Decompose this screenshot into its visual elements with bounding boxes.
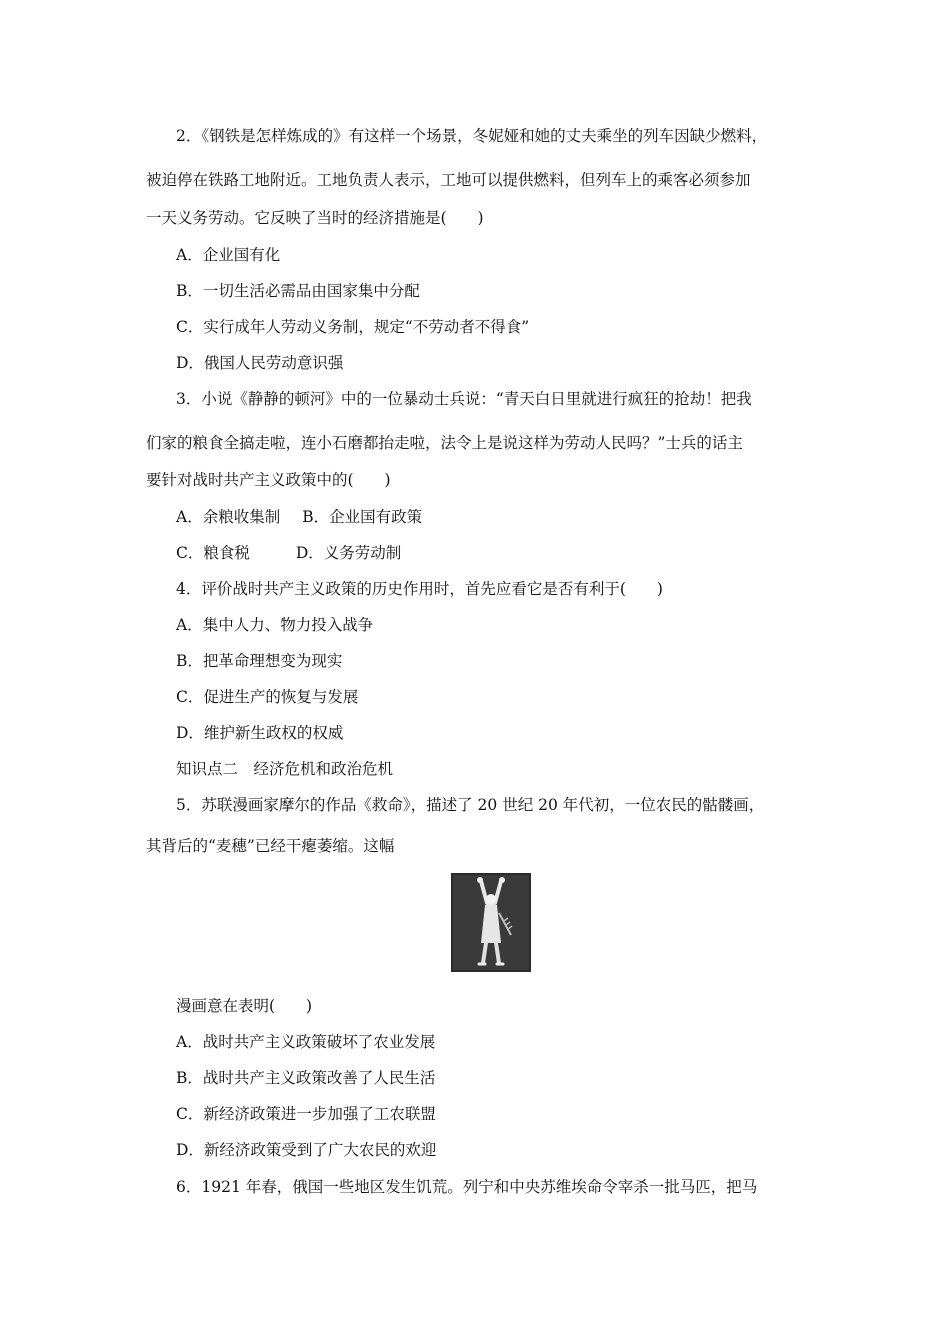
q2-option-a: A．企业国有化 [176, 246, 281, 264]
q3-stem-line-2: 们家的粮食全搞走啦，连小石磨都抬走啦，法令上是说这样为劳动人民吗？”士兵的话主 [146, 434, 743, 452]
q4-stem-line-1: 4．评价战时共产主义政策的历史作用时，首先应看它是否有利于( ) [176, 580, 663, 598]
skeleton-figure-drawing [451, 873, 531, 972]
q5-option-b: B．战时共产主义政策改善了人民生活 [176, 1069, 436, 1087]
q6-stem-line-1: 6．1921 年春，俄国一些地区发生饥荒。列宁和中央苏维埃命令宰杀一批马匹，把马 [176, 1178, 758, 1196]
q3-option-c: C．粮食税 [176, 544, 250, 562]
q5-stem-line-2: 其背后的“麦穗”已经干瘪萎缩。这幅 [146, 837, 395, 855]
q3-options-row-2 [176, 543, 401, 563]
q5-option-a: A．战时共产主义政策破坏了农业发展 [176, 1033, 436, 1051]
q3-stem-line-1: 3．小说《静静的顿河》中的一位暴动士兵说：“青天白日里就进行疯狂的抢劫！把我 [176, 390, 752, 408]
q5-option-c: C．新经济政策进一步加强了工农联盟 [176, 1105, 436, 1123]
q2-stem-line-3: 一天义务劳动。它反映了当时的经济措施是( ) [146, 209, 484, 227]
q2-option-b: B．一切生活必需品由国家集中分配 [176, 282, 420, 300]
q2-stem-line-1: 2．《钢铁是怎样炼成的》有这样一个场景，冬妮娅和她的丈夫乘坐的列车因缺少燃料， [176, 127, 768, 145]
q4-option-c: C．促进生产的恢复与发展 [176, 688, 359, 706]
cartoon-illustration [451, 873, 531, 972]
q2-stem-line-2: 被迫停在铁路工地附近。工地负责人表示，工地可以提供燃料，但列车上的乘客必须参加 [146, 171, 751, 189]
q4-option-b: B．把革命理想变为现实 [176, 652, 343, 670]
section-heading: 知识点二 经济危机和政治危机 [176, 760, 394, 778]
q3-stem-line-3: 要针对战时共产主义政策中的( ) [146, 471, 391, 489]
q4-option-d: D．维护新生政权的权威 [176, 724, 344, 742]
q3-option-d: D．义务劳动制 [295, 544, 402, 562]
q2-option-d: D．俄国人民劳动意识强 [176, 354, 344, 372]
q5-option-d: D．新经济政策受到了广大农民的欢迎 [176, 1141, 437, 1159]
q3-option-a: A．余粮收集制 [176, 508, 281, 526]
q2-option-c: C．实行成年人劳动义务制，规定“不劳动者不得食” [176, 318, 530, 336]
q3-options-row-1 [176, 507, 422, 527]
q4-option-a: A．集中人力、物力投入战争 [176, 616, 374, 634]
q5-stem-line-3: 漫画意在表明( ) [176, 997, 313, 1015]
q5-stem-line-1: 5．苏联漫画家摩尔的作品《救命》，描述了 20 世纪 20 年代初，一位农民的骷髅画， [176, 796, 765, 814]
q3-option-b: B．企业国有政策 [302, 508, 423, 526]
